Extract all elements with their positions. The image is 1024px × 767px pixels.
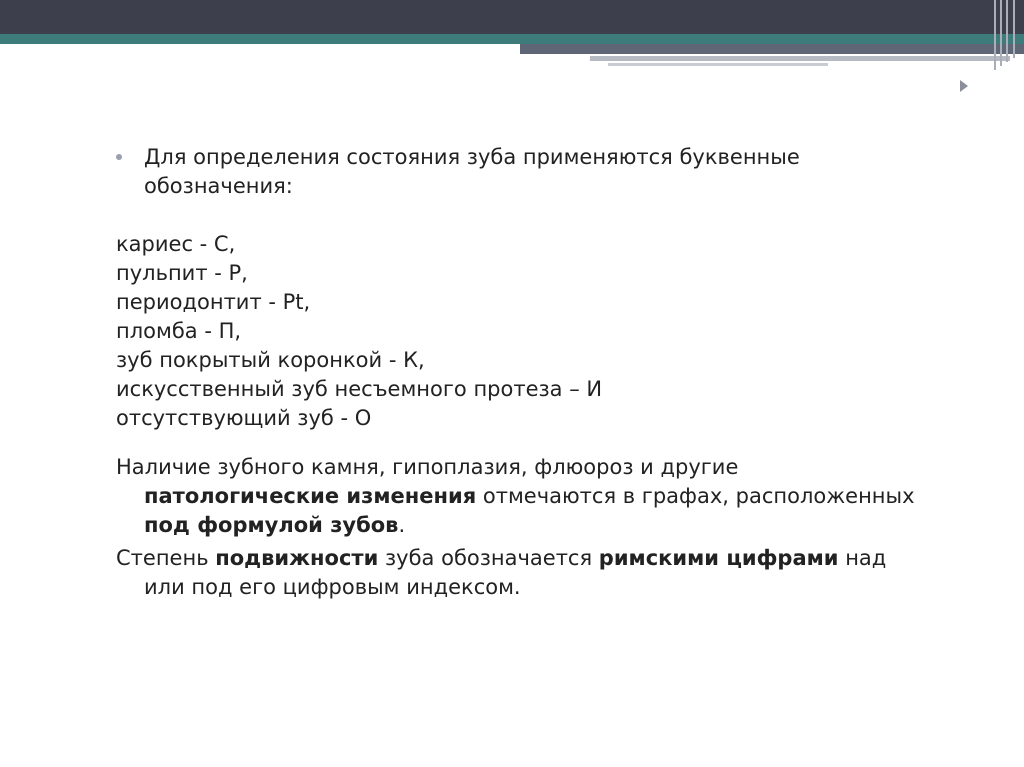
para2-bold2: римскими цифрами xyxy=(598,546,839,570)
header-gray-band xyxy=(520,44,1024,54)
para2-text3: над или под его цифровым индексом. xyxy=(144,546,887,599)
code-item: искусственный зуб несъемного протеза – И xyxy=(116,377,603,401)
code-item: отсутствующий зуб - О xyxy=(116,406,372,430)
header-teal-band xyxy=(0,34,1024,44)
bullet-item xyxy=(116,143,916,201)
header-light-stripe xyxy=(590,56,1010,61)
code-item: пломба - П, xyxy=(116,319,242,343)
para1-text1: Наличие зубного камня, гипоплазия, флюороз и другие xyxy=(116,455,739,479)
triangle-marker-icon xyxy=(960,80,968,92)
header-vertical-line xyxy=(1006,0,1008,62)
code-item: пульпит - Р, xyxy=(116,261,248,285)
header-vertical-line xyxy=(994,0,996,70)
header-vertical-line xyxy=(1000,0,1002,66)
para1-bold2: под формулой зубов xyxy=(144,513,399,537)
para1-text3: . xyxy=(398,513,406,537)
code-item: периодонтит - Pt, xyxy=(116,290,311,314)
code-item: зуб покрытый коронкой - К, xyxy=(116,348,425,372)
paragraph-mobility xyxy=(116,544,916,602)
bullet-text-line2: обозначения: xyxy=(144,174,293,198)
paragraph-pathology xyxy=(116,453,916,540)
slide-content xyxy=(116,143,916,602)
bullet-text-line1: Для определения состояния зуба применяются буквенные xyxy=(144,145,800,169)
para2-bold1: подвижности xyxy=(215,546,379,570)
code-list xyxy=(116,230,916,433)
para2-text1: Степень xyxy=(116,546,216,570)
code-item: кариес - С, xyxy=(116,232,236,256)
header-dark-band xyxy=(0,0,1024,34)
bullet-dot-icon xyxy=(116,154,122,160)
para2-text2: зуба обозначается xyxy=(378,546,599,570)
header-vertical-line xyxy=(1013,0,1015,58)
para1-text2: отмечаются в графах, расположенных xyxy=(476,484,915,508)
header-light-stripe-short xyxy=(608,63,828,66)
para1-bold1: патологические изменения xyxy=(144,484,477,508)
